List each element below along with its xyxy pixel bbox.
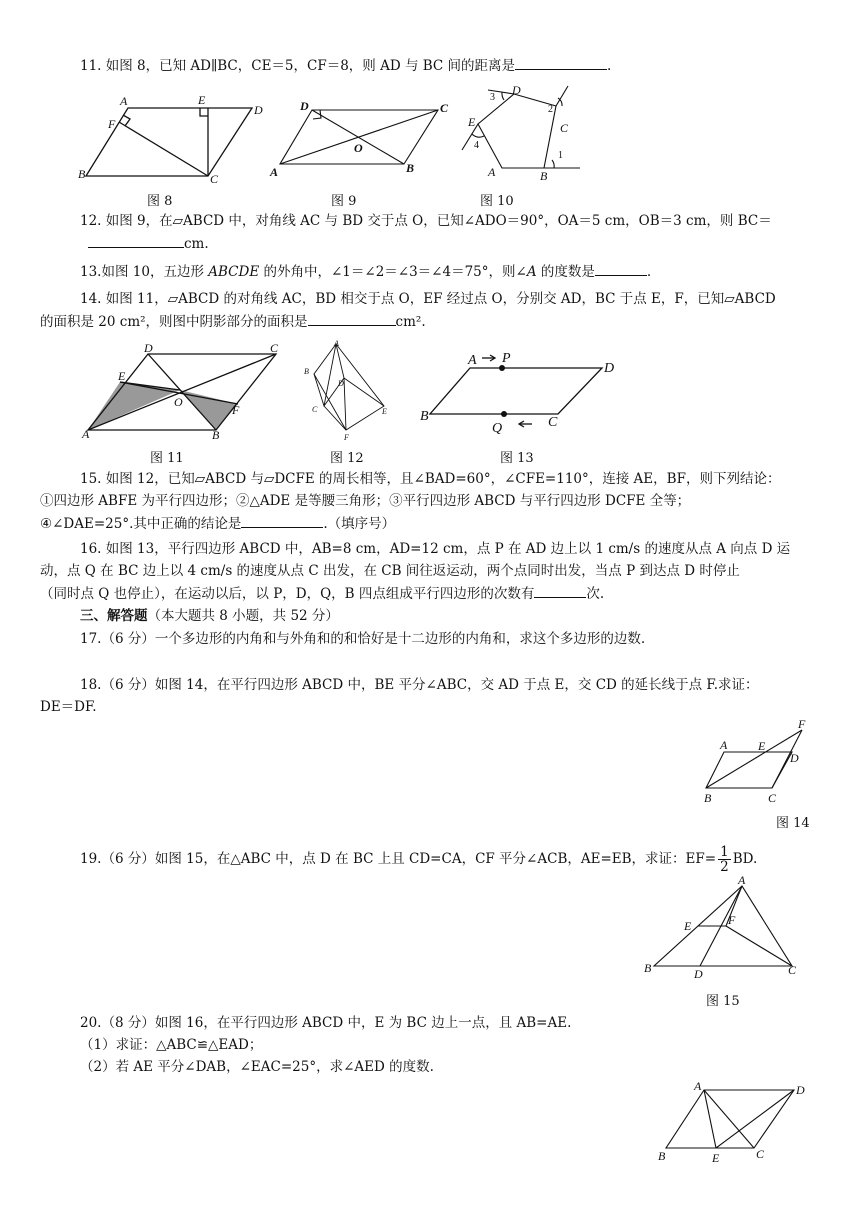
- label-f: F: [344, 433, 349, 442]
- label-f: F: [232, 403, 240, 417]
- question-18-line2: DE＝DF.: [40, 699, 97, 715]
- point-q: [501, 411, 507, 417]
- question-17: 17.（6 分）一个多边形的内角和与外角和的和恰好是十二边形的内角和，求这个多边形的边数.: [80, 631, 646, 647]
- label-o: O: [174, 395, 183, 409]
- question-15-line3: ④∠DAE=25°.其中正确的结论是 .（填序号）: [40, 516, 396, 532]
- label-c: C: [756, 1147, 765, 1161]
- label-d: D: [300, 99, 309, 113]
- figure-8-caption: 图 8: [147, 194, 173, 209]
- angle-1: 1: [558, 150, 563, 161]
- figure-11: [76, 340, 292, 440]
- label-c: C: [560, 121, 569, 135]
- figure-15: [640, 874, 804, 984]
- figure-12-caption: 图 12: [330, 451, 364, 466]
- label-a: A: [120, 94, 128, 108]
- question-15-line2: ①四边形 ABFE 为平行四边形；②△ADE 是等腰三角形；③平行四边形 ABCD 与平行四边形 DCFE 全等；: [40, 493, 691, 509]
- fraction: $\frac{1}{2}$: [720, 844, 729, 875]
- label-a: A: [694, 1079, 702, 1093]
- answer-blank: [88, 234, 184, 248]
- angle-4: 4: [474, 140, 479, 151]
- question-11: 11. 如图 8，已知 AD∥BC，CE＝5，CF＝8，则 AD 与 BC 间的距离是 .: [80, 58, 612, 74]
- label-a: A: [82, 427, 90, 440]
- question-14-line2: 的面积是 20 cm²，则图中阴影部分的面积是 cm².: [40, 314, 426, 330]
- label-a: A: [738, 874, 746, 887]
- figure-10-caption: 图 10: [480, 194, 514, 209]
- angle-3: 3: [490, 92, 495, 103]
- label-a: A: [468, 353, 477, 368]
- question-16: 16. 如图 13，平行四边形 ABCD 中，AB=8 cm，AD=12 cm，点 P 在 AD 边上以 1 cm/s 的速度从点 A 向点 D 运: [80, 541, 791, 557]
- label-e: E: [468, 115, 476, 129]
- question-13: 13.如图 10，五边形 ABCDE 的外角中，∠1＝∠2＝∠3＝∠4＝75°，则∠A 的度数是 .: [80, 264, 652, 280]
- question-12: 12. 如图 9，在▱ABCD 中，对角线 AC 与 BD 交于点 O，已知∠ADO＝90°，OA＝5 cm，OB＝3 cm，则 BC＝: [80, 213, 772, 229]
- figure-9-caption: 图 9: [331, 194, 357, 209]
- label-e: E: [118, 369, 126, 383]
- label-d: D: [790, 751, 799, 765]
- label-a: A: [334, 339, 339, 348]
- label-f: F: [798, 717, 806, 731]
- question-20: 20.（8 分）如图 16，在平行四边形 ABCD 中，E 为 BC 边上一点，且 AB=AE.: [80, 1015, 572, 1031]
- label-d: D: [604, 361, 615, 376]
- label-f: F: [108, 117, 116, 131]
- figure-16: [654, 1076, 818, 1166]
- answer-blank: [595, 262, 647, 276]
- section-heading: 三、解答题（本大题共 8 小题，共 52 分）: [80, 608, 339, 624]
- label-e: E: [382, 407, 387, 416]
- label-e: E: [758, 739, 766, 753]
- label-f: F: [728, 913, 736, 927]
- question-15: 15. 如图 12，已知▱ABCD 与▱DCFE 的周长相等，且∠BAD=60°，∠CFE=110°，连接 AE，BF，则下列结论：: [80, 471, 781, 487]
- figure-15-caption: 图 15: [706, 994, 740, 1009]
- question-12-line2: cm.: [88, 234, 209, 253]
- label-a: A: [720, 738, 728, 752]
- label-c: C: [548, 415, 558, 430]
- label-e: E: [684, 919, 692, 933]
- label-e: E: [712, 1151, 720, 1165]
- figure-11-caption: 图 11: [150, 451, 184, 466]
- label-b: B: [212, 428, 220, 440]
- label-p: P: [502, 351, 511, 366]
- figure-14-caption: 图 14: [776, 816, 810, 831]
- figure-13-caption: 图 13: [500, 451, 534, 466]
- figure-10: [456, 84, 586, 182]
- question-20-part1: （1）求证：△ABC≌△EAD；: [80, 1037, 263, 1053]
- label-o: O: [354, 141, 363, 155]
- label-b: B: [644, 961, 652, 975]
- label-a: A: [270, 165, 279, 179]
- figure-8: [78, 92, 268, 184]
- answer-blank: [534, 584, 586, 598]
- question-20-part2: （2）若 AE 平分∠DAB，∠EAC=25°，求∠AED 的度数.: [80, 1059, 434, 1075]
- angle-2: 2: [548, 104, 553, 115]
- label-c: C: [270, 341, 279, 355]
- label-b: B: [406, 161, 415, 175]
- label-b: B: [78, 167, 86, 181]
- label-c: C: [768, 791, 777, 805]
- question-19: 19.（6 分）如图 15，在△ABC 中，点 D 在 BC 上且 CD=CA，CF 平分∠ACB，AE=EB，求证：EF= $\frac{1}{2}$ BD.: [80, 844, 758, 875]
- label-q: Q: [492, 421, 503, 436]
- question-14: 14. 如图 11，▱ABCD 的对角线 AC，BD 相交于点 O，EF 经过点 O，分别交 AD，BC 于点 E，F，已知▱ABCD: [80, 291, 776, 307]
- figure-9: [268, 98, 458, 180]
- figure-14: [698, 716, 814, 808]
- label-c: C: [312, 405, 318, 414]
- question-16-line2: 动，点 Q 在 BC 边上以 4 cm/s 的速度从点 C 出发，在 CB 间往返运动，两个点同时出发，当点 P 到达点 D 时停止: [40, 563, 740, 579]
- label-d: D: [254, 103, 263, 117]
- figure-12: [298, 338, 398, 442]
- label-d: D: [694, 967, 703, 981]
- question-16-line3: （同时点 Q 也停止），在运动以后，以 P，D，Q，B 四点组成平行四边形的次数有 次.: [40, 586, 605, 602]
- label-d: D: [338, 379, 344, 388]
- label-e: E: [198, 93, 206, 107]
- label-a: A: [488, 165, 496, 179]
- answer-blank: [308, 312, 396, 326]
- label-d: D: [144, 341, 153, 355]
- figure-13: [418, 348, 624, 436]
- answer-blank: [515, 56, 607, 70]
- label-d: D: [512, 84, 521, 97]
- answer-blank: [241, 514, 323, 528]
- question-18: 18.（6 分）如图 14，在平行四边形 ABCD 中，BE 平分∠ABC，交 AD 于点 E，交 CD 的延长线于点 F.求证：: [80, 677, 759, 693]
- label-b: B: [658, 1149, 666, 1163]
- label-d: D: [796, 1083, 805, 1097]
- label-b: B: [704, 791, 712, 805]
- label-b: B: [304, 367, 309, 376]
- label-c: C: [788, 963, 797, 977]
- label-b: B: [420, 409, 429, 424]
- label-c: C: [210, 172, 219, 184]
- label-b: B: [540, 169, 548, 182]
- label-c: C: [440, 101, 449, 115]
